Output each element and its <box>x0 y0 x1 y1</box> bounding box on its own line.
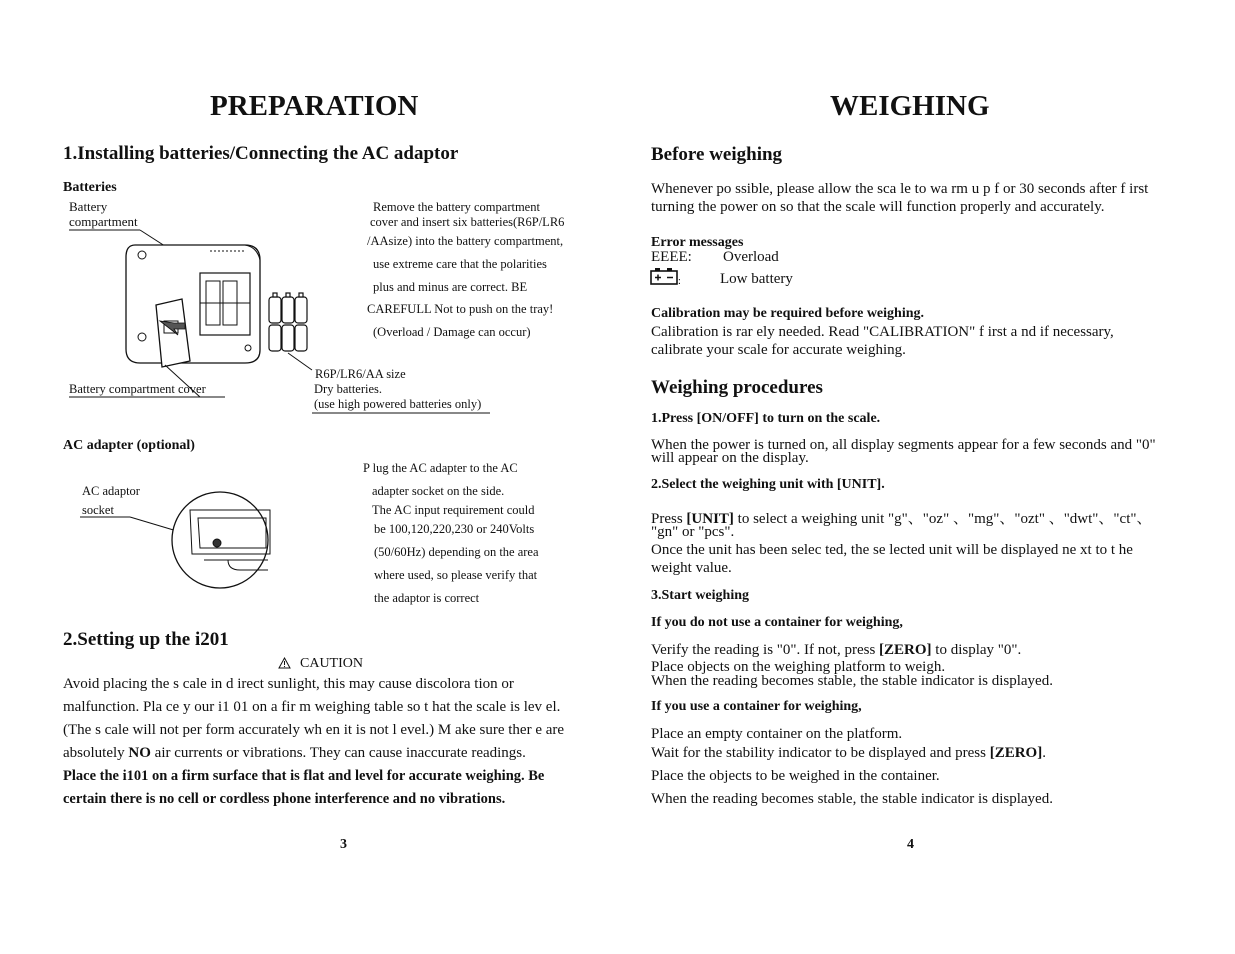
battery-instruction-line: CAREFULL Not to push on the tray! <box>367 302 554 316</box>
ac-socket-label-line1: AC adaptor <box>82 484 140 498</box>
no-container-line-1 <box>651 642 1021 659</box>
calibration-line: Calibration is rar ely needed. Read "CALIBRATION" f irst a nd if necessary, <box>651 324 1114 340</box>
container-zero-key: [ZERO] <box>989 745 1043 761</box>
setup-text-line: Avoid placing the s cale in d irect sunlight, this may cause discolora tion or <box>63 676 514 692</box>
step2-line-3: Once the unit has been selec ted, the se lected unit will be displayed ne xt to t he <box>651 542 1133 558</box>
setup-bold-line: certain there is no cell or cordless phone interference and no vibrations. <box>63 791 506 807</box>
batteries-label: Batteries <box>63 180 117 195</box>
section-heading-setting-up: 2.Setting up the i201 <box>63 629 229 650</box>
ac-instruction-line: adapter socket on the side. <box>372 484 505 498</box>
warning-triangle-icon <box>278 657 291 669</box>
battery-instruction-line: (Overload / Damage can occur) <box>373 325 531 339</box>
page-title-weighing: WEIGHING <box>830 90 990 122</box>
svg-text::: : <box>678 276 681 287</box>
callout-battery-compartment-line2: compartment <box>69 214 138 229</box>
before-weighing-line: turning the power on so that the scale will function properly and accurately. <box>651 199 1105 215</box>
ac-instruction-line: be 100,120,220,230 or 240Volts <box>374 522 535 536</box>
battery-type-underline <box>312 412 492 414</box>
callout-battery-cover: Battery compartment cover <box>69 382 206 396</box>
step2-heading: 2.Select the weighing unit with [UNIT]. <box>651 477 885 492</box>
setup-bold-line: Place the i101 on a firm surface that is flat and level for accurate weighing. Be <box>63 768 545 784</box>
battery-compartment-illustration <box>60 225 330 400</box>
setup-text-line: malfunction. Pla ce y our i1 01 on a fir m weighing table so t hat the scale is lev el. <box>63 699 561 715</box>
section-heading-installing: 1.Installing batteries/Connecting the AC adaptor <box>63 143 459 164</box>
battery-type-line: Dry batteries. <box>314 382 383 396</box>
error-code-eeee: EEEE: <box>651 249 692 265</box>
error-meaning-overload: Overload <box>723 249 779 265</box>
ac-instruction-line: the adaptor is correct <box>374 591 480 605</box>
before-weighing-line: Whenever po ssible, please allow the sca le to wa rm u p f or 30 seconds after f irst <box>651 181 1149 197</box>
step3-heading: 3.Start weighing <box>651 588 749 603</box>
container-heading: If you use a container for weighing, <box>651 699 862 714</box>
container-line-1: Place an empty container on the platform. <box>651 726 903 742</box>
ac-instruction-line: P lug the AC adapter to the AC <box>363 461 518 475</box>
battery-instruction-line: /AAsize) into the battery compartment, <box>367 234 564 248</box>
step2-unit-key: [UNIT] <box>686 511 734 527</box>
page-number-right: 4 <box>907 837 914 852</box>
battery-instruction-line: plus and minus are correct. BE <box>373 280 528 294</box>
container-line-2 <box>651 745 1046 762</box>
battery-icon <box>651 268 681 286</box>
battery-instruction-line: Remove the battery compartment <box>373 200 540 214</box>
battery-instruction-line: use extreme care that the polarities <box>373 257 547 271</box>
no-container-line-2: Place objects on the weighing platform to weigh. <box>651 659 946 675</box>
container-line-4: When the reading becomes stable, the stable indicator is displayed. <box>651 791 1053 807</box>
error-messages-heading: Error messages <box>651 235 744 250</box>
no-container-line-3: When the reading becomes stable, the stable indicator is displayed. <box>651 673 1053 689</box>
no-container-heading: If you do not use a container for weighing, <box>651 615 903 630</box>
step1-line: When the power is turned on, all display segments appear for a few seconds and "0" <box>651 437 1156 453</box>
battery-type-line: (use high powered batteries only) <box>314 397 482 411</box>
no-container-prefix: Verify the reading is "0". If not, press <box>651 642 880 658</box>
battery-instruction-line: cover and insert six batteries(R6P/LR6 <box>370 215 565 229</box>
setup-text-line: (The s cale will not per form accurately wh en it is not l evel.) M ake sure ther e are <box>63 722 565 738</box>
setup-text-suffix: air currents or vibrations. They can cause inaccurate readings. <box>150 745 526 761</box>
ac-adapter-heading: AC adapter (optional) <box>63 438 195 453</box>
ac-instruction-line: (50/60Hz) depending on the area <box>374 545 539 559</box>
caution-label: CAUTION <box>300 656 363 671</box>
ac-instruction-line: The AC input requirement could <box>372 503 535 517</box>
step2-line-4: weight value. <box>651 560 732 576</box>
no-container-suffix: to display "0". <box>931 642 1022 658</box>
error-meaning-low-battery: Low battery <box>720 271 793 287</box>
page-title-preparation: PREPARATION <box>210 90 419 122</box>
step2-prefix: Press <box>651 511 687 527</box>
setup-text-line-4 <box>63 745 526 762</box>
container-line-3: Place the objects to be weighed in the container. <box>651 768 940 784</box>
setup-text-prefix: absolutely <box>63 745 129 761</box>
calibration-heading: Calibration may be required before weighing. <box>651 306 924 321</box>
step1-line: will appear on the display. <box>651 450 809 466</box>
setup-text-bold-no: NO <box>128 745 151 761</box>
container-suffix: . <box>1042 745 1046 761</box>
ac-instruction-line: where used, so please verify that <box>374 568 538 582</box>
ac-socket-label-line2: socket <box>82 503 114 517</box>
weighing-procedures-heading: Weighing procedures <box>651 377 823 398</box>
calibration-line: calibrate your scale for accurate weighing. <box>651 342 906 358</box>
callout-battery-compartment-line1: Battery <box>69 199 108 214</box>
step1-heading: 1.Press [ON/OFF] to turn on the scale. <box>651 411 881 426</box>
step2-line-2: "gn" or "pcs". <box>651 524 735 540</box>
battery-type-line: R6P/LR6/AA size <box>315 367 406 381</box>
ac-socket-illustration <box>80 490 280 620</box>
container-prefix: Wait for the stability indicator to be displayed and press <box>651 745 990 761</box>
no-container-zero-key: [ZERO] <box>879 642 932 658</box>
before-weighing-heading: Before weighing <box>651 144 783 165</box>
step2-suffix: to select a weighing unit "g"、"oz" 、"mg"、"ozt" 、"dwt"、"ct"、 <box>733 511 1152 527</box>
page-number-left: 3 <box>340 837 347 852</box>
